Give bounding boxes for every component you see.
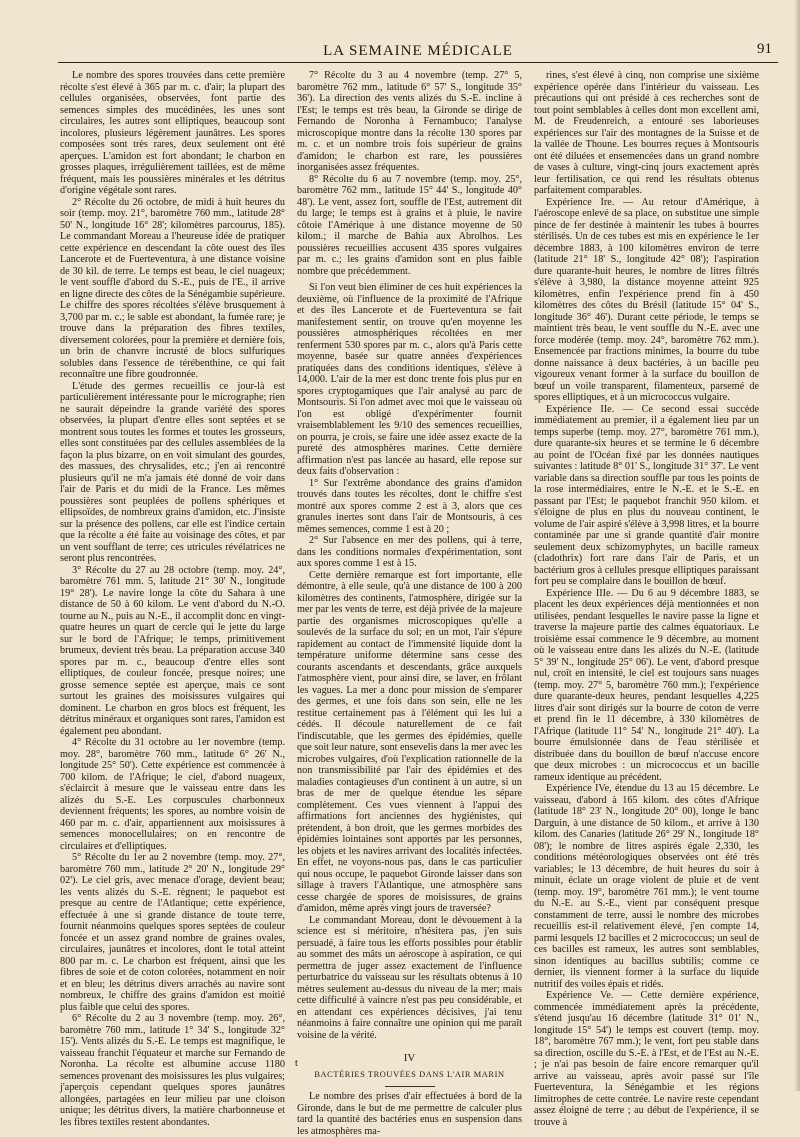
page-header bbox=[58, 40, 778, 63]
paragraph: 3° Récolte du 27 au 28 octobre (temp. moy. 24°, baromètre 761 mm. 5, latitude 21° 30' N., longitude 19° 28'). Le navire longe la côte du Sahara à une distance de 50 à 60 kilom. Le vent d'abord du N.-O. tourne au N., puis au N.-E., il accomplit donc en vingt-quatre heures un quart de cercle qui le jette du large sur le bord de l'Afrique; le temps, primitivement brumeux, devient très beau. La préparation accuse 340 spores par m. c., beaucoup d'entre elles sont elliptiques, de couleur foncée, presque noires; une grosse semence septée est aperçue, mais ce sont surtout les graines des moisissures vulgaires qui dominent. Le charbon en gros blocs est fréquent, les détritus minéraux et organiques sont rares, l'amidon est également peu abondant. bbox=[60, 564, 285, 737]
section-number: IV bbox=[403, 1052, 416, 1064]
paragraph: Expérience IIIe. — Du 6 au 9 décembre 1883, se placent les deux expériences déjà mentionnées et non utilisées, pendant lesquelles le navire passe la ligne et traverse la majeure partie des calmes équatoriaux. Le troisième essai commence le 9 décembre, au moment où le vaisseau entre dans les alizés du N.-E. (latitude 5° 39' N., longitude 25° 06'). Le vent, d'abord presque nul, croît en intensité, le ciel est toujours sans nuages (temp. moy. 27° 5, baromètre 760 mm.); l'expérience dure quarante-deux heures, pendant lesquelles 4,225 litres d'air sont dirigés sur la bourre de coton de verre et prend fin le 11 décembre, à 330 kilomètres de l'Afrique (latitude 11° 54' N., longitude 21° 40'). La bourre émulsionnée dans de l'eau stérilisée et distribuée dans du bouillon de bœuf n'accuse encore que deux microbes : un micrococcus et un bacille rameux identique au précédent. bbox=[534, 587, 759, 783]
paragraph: Le nombre des spores trouvées dans cette première récolte s'est élevé à 365 par m. c. d'air; la plupart des cellules organisées, observées, font partie des semences simples des mucédinées, les unes sont circulaires, les autres sont elliptiques, beaucoup sont incolores, plusieurs légèrement jaunâtres. Les spores composées sont très rares, deux seulement ont été aperçues. L'amidon est fort abondant; le charbon en grosses plaques, irrégulièrement taillées, est de même fréquent, mais les poussières minérales et les détritus d'origine végétale sont rares. bbox=[60, 70, 285, 196]
text-column-2 bbox=[297, 70, 522, 1137]
footer-mark: t bbox=[295, 1058, 298, 1069]
paragraph: Expérience Ve. — Cette dernière expérience, commencée immédiatement après la précédente, s'étend jusqu'au 16 décembre (latitude 31° 01' N., longitude 15° 54') le temps est couvert (temp. moy. 18°, baromètre 767 mm.); le vent, fort peu stable dans sa direction, oscille du S.-E. à l'Est, et de l'Est au N.-E. ; je n'ai pas besoin de faire encore remarquer qu'il arrive au vaisseau, après avoir passé sur l'île Fuerteventura, la Sénégambie et les régions limitrophes de cette contrée. Le navire reste cependant assez éloigné de terre ; au début de l'expérience, il se trouve à bbox=[534, 990, 759, 1128]
paragraph: Expérience IIe. — Ce second essai succède immédiatement au premier, il a également lieu par un temps superbe (temp. moy. 27°, baromètre 761 mm.), dure quarante-six heures et se termine le 6 décembre au point de l'Océan fixé par les données nautiques suivantes : latitude 8° 01' S., longitude 31° 37'. Le vent variable dans sa direction souffle par tous les points de la rose intermédiaires, entre le N.-E. et le S.-E. en passant par l'Est; le paquebot franchit 950 kilom. et s'éloigne de plus en plus du nouveau continent, le volume de l'air aspiré s'élève à 3,998 litres, et la bourre contaminée par une si grande quantité d'air montre seulement deux schizomyphytes, un bacille rameux (cladothrix) fort rare dans l'air de Paris, et un bactérium gros à cellules presque elliptiques paraissant fort peu se complaire dans le bouillon de bœuf. bbox=[534, 403, 759, 587]
paragraph: 4° Récolte du 31 octobre au 1er novembre (temp. moy. 28°, baromètre 760 mm., latitude 6° 26' N., longitude 25° 50'). Cette expérience est commencée à 700 kilom. de l'Afrique; le ciel, d'abord nuageux, s'éclaircit à mesure que le vaisseau entre dans les alizés du S.-E. Les corpuscules charbonneux deviennent fréquents; les spores, au nombre voisin de 460 par m. c. d'air, appartiennent aux moisissures à semences monocellulaires; on en rencontre de circulaires et d'elliptiques. bbox=[60, 737, 285, 852]
paragraph: Expérience IVe, étendue du 13 au 15 décembre. Le vaisseau, d'abord à 165 kilom. des côtes d'Afrique (latitude 18° 23' N., longitude 20° 00), longe le banc Darguin, à une distance de 50 kilom., et arrive à 130 kilom. des Canaries (latitude 26° 29' N., longitude 18° 08'); le nombre de litres aspirés égale 2,330, les conditions météorologiques observées ont été très variables; le 13 décembre, de huit heures du soir à minuit, éclate un orage violent de pluie et de vent (temp. moy. 19°, baromètre 761 mm.); le vent tourne du N.-E. au S.-E., vient par conséquent presque constamment de terre, aussi le nombre des microbes recueillis est-il relativement élevé, j'en compte 14, parmi lesquels 12 bacilles et 2 micrococcus; un seul de ces bacilles est rameux, les autres sont semblables, sinon identiques au bacillus subtilis; comme ce dernier, ils viennent former à la surface du liquide nutritif des voiles épais et ridés. bbox=[534, 783, 759, 990]
paragraph: L'étude des germes recueillis ce jour-là est particulièrement intéressante pour le micrographe; rien ne saurait dépeindre la grande variété des spores observées, la plupart d'entre elles sont septées et se montrent sous toutes les formes et toutes les grosseurs, elles sont constituées par des cellules assemblées de la façon la plus bizarre, on en voit simulant des gourdes, des massues, des chrysalides, etc.; j'en ai rencontré plusieurs qu'il ne m'a jamais été donné de voir dans l'air de Paris et du midi de la France. Les mêmes poussières sont peuplées de pollens sphériques et ellipsoïdes, de nombreux grains d'amidon, etc. J'insiste sur la présence des pollens, car elle est l'indice certain que la récolte a été faite au voisinage des côtes, et par un vent soufflant de terre; ces utricules révélatrices ne seront plus rencontrées. bbox=[60, 380, 285, 564]
paragraph: 7° Récolte du 3 au 4 novembre (temp. 27° 5, baromètre 762 mm., latitude 6° 57' S., longitude 35° 36'). La direction des vents alizés du S.-E. incline à l'Est; le temps est très beau, la Gironde se dirige de Fernando de Noronha à Fernambuco; l'analyse microscopique montre dans la récolte 130 spores par m. c. et un nombre trois fois supérieur de grains d'amidon; le charbon est rare, les poussières inorganisées assez fréquentes. bbox=[297, 70, 522, 173]
paragraph: 5° Récolte du 1er au 2 novembre (temp. moy. 27°, baromètre 760 mm., latitude 2° 20' N., longitude 29° 02'). Le ciel gris, avec menace d'orage, devient beau; les vents alizés du S.-E. règnent; le paquebot est presque au centre de l'Atlantique; cette expérience, effectuée à une si grande distance de toute terre, fournit néanmoins quelques spores septées de couleur foncée et un assez grand nombre de graines ovales, circulaires, jaunâtres et incolores, dont le total atteint 800 par m. c. Le charbon est fréquent, ainsi que les fibres de soie et de coton colorées, notamment en noir et en bleu; les détritus divers arrachés au navire sont nombreux, le chiffre des grains d'amidon est moitié plus faible que celui des spores. bbox=[60, 852, 285, 1013]
paragraph: 6° Récolte du 2 au 3 novembre (temp. moy. 26°, baromètre 760 mm., latitude 1° 34' S., longitude 32° 15'). Vents alizés du S.-E. Le temps est magnifique, le vaisseau franchit l'équateur et marche sur Fernando de Noronha. La récolte est albumine accuse 1180 semences provenant des moisissures les plus vulgaires; j'aperçois cependant quelques spores jaunâtres allongées, partagées en leur milieu par une cloison unique; les détritus divers, la matière charbonneuse et les fibres textiles restent abondantes. bbox=[60, 1013, 285, 1128]
paragraph: Cette dernière remarque est fort importante, elle démontre, à elle seule, qu'à une distance de 100 à 200 kilomètres des continents, l'atmosphère, dirigée sur la mer par les vents de terre, est déjà privée de la majeure partie des organismes microscopiques qu'elle a soulevés de la surface du sol; en un mot, l'air s'épure rapidement au contact de l'immensité liquide dont la température uniforme détermine sans cesse des courants ascendants et descendants, grâce auxquels l'atmosphère vient, pour ainsi dire, se laver, en frôlant les vagues. La mer a donc pour mission de s'emparer des germes, et une fois dans son sein, elle ne les restitue certainement pas à l'élément qui les lui a cédés. Il découle naturellement de ce fait l'indiscutable, que les germes des épidémies, quelle que soit leur nature, sont ensevelis dans la mer avec les microbes vulgaires, d'où l'explication rationnelle de la non transmissibilité par l'air des épidémies et des maladies contagieuses d'un continent à un autre, si un bras de mer de quelque étendue les sépare complètement. Ces vues viennent à l'appui des affirmations fort anciennes des hygiénistes, qui prétendent, à bon droit, que les germes morbides des épidémies lointaines sont apportés par les personnes, les objets et les navires arrivant des localités infectées. En effet, ne voyons-nous pas, dans le cas particulier qui nous occupe, le paquebot Gironde laisser dans son sillage à travers l'Atlantique, une atmosphère sans cesse chargée de spores de moisissures, de grains d'amidon, même après vingt jours de traversée? bbox=[297, 569, 522, 914]
page-number: 91 bbox=[757, 41, 772, 57]
paragraph: Le nombre des prises d'air effectuées à bord de la Gironde, dans le but de me permettre de calculer plus tard la quantité des bactéries enus en suspension dans les atmosphères ma- bbox=[297, 1091, 522, 1137]
section-divider bbox=[385, 1086, 435, 1087]
paragraph: Si l'on veut bien éliminer de ces huit expériences la deuxième, où l'influence de la proximité de l'Afrique et des îles Lancerote et de Fuerteventura se fait manifestement sentir, on trouve qu'en moyenne les poussières atmosphériques récoltées en mer renferment 530 spores par m. c., alors qu'à Paris cette moyenne, basée sur quatre années d'expériences pratiquées dans des conditions identiques, s'élève à 14,000. L'air de la mer est donc trente fois plus pur en spores cryptogamiques que l'air analysé au parc de Montsouris. Si l'on admet avec moi que le vaisseau où l'on est obligé d'expérimenter fournit vraisemblablement les 9/10 des semences recueillies, on pourra, je crois, se faire une idée assez exacte de la pureté des atmosphères marines. Cette dernière affirmation n'est pas lancée au hasard, elle repose sur deux faits d'observation : bbox=[297, 282, 522, 477]
paragraph: Expérience Ire. — Au retour d'Amérique, à l'aéroscope enlevé de sa place, on substitue une simple pince de fer destinée à maintenir les tubes à bourres stérilisés. Un de ces tubes est mis en expérience le 1er décembre 1883, à 100 kilomètres environ de terre (latitude 21° 18' S., longitude 42° 08'); l'aspiration dure quarante-huit heures, le nombre de litres filtrés s'élève à 3,980, la distance moyenne atteint 925 kilomètres, enfin l'expérience prend fin à 450 kilomètres des côtes du Brésil (latitude 15° 04' S., longitude 36° 46'). Durant cette période, le temps se maintient très beau, le vent souffle du N.-E. avec une force modérée (temp. moy. 24°, baromètre 762 mm.). Ensemencée par fractions minimes, la bourre du tube donne naissance à deux bactéries, à un bacille peu vigoureux venant former à la surface du bouillon de bœuf un voile transparent, filamenteux, parsemé de spores elliptiques, et à un micrococcus vulgaire. bbox=[534, 196, 759, 403]
paragraph: 1° Sur l'extrême abondance des grains d'amidon trouvés dans toutes les récoltes, dont le chiffre s'est montré aux spores comme 2 est à 3, alors que ces granules inertes sont dans l'air de Montsouris, à ces mêmes semences, comme 1 est à 20 ; bbox=[297, 477, 522, 535]
paragraph: 2° Récolte du 26 octobre, de midi à huit heures du soir (temp. moy. 21°, baromètre 760 mm., latitude 28° 50' N., longitude 16° 28'; kilomètres parcourus, 185). Le commandant Moreau a l'heureuse idée de pratiquer cette expérience en descendant la côte ouest des îles Lancerote et de Fuerteventura, à une distance voisine de 30 kil. de terre. Le temps est beau, le ciel nuageux; le vent souffle d'abord du S.-E., puis de l'E., il arrive en ligne directe des côtes de la Sénégambie supérieure. Le chiffre des spores récoltées s'élève brusquement à 3,700 par m. c.; le sable est abondant, la fumée rare; je trouve dans la préparation des fibres textiles, diversement colorées, pour la première et dernière fois, un brin de chanvre incrusté de blocs sulfuriques solubles dans l'essence de térébenthine, ce qui fait reconnaître une fibre goudronnée. bbox=[60, 196, 285, 380]
page-edge-shadow bbox=[794, 0, 800, 1091]
paragraph: 8° Récolte du 6 au 7 novembre (temp. moy. 25°, baromètre 762 mm., latitude 15° 44' S., longitude 40° 48'). Le vent, assez fort, souffle de l'Est, autrement dit du large; le temps est à grains et à pluie, le navire côtoie l'Amérique à une distance moyenne de 50 kilom.; il marche de Bahia aux Abrolhos. Les poussières recueillies accusent 435 spores vulgaires par m. c.; les grains d'amidon sont en plus faible nombre que précédemment. bbox=[297, 173, 522, 277]
paragraph: rines, s'est élevé à cinq, non comprise une sixième expérience opérée dans l'intérieur du vaisseau. Les précautions qui ont présidé à ces recherches sont de tout point semblables à celles dont mon excellent ami, M. de Freudenreich, a entouré ses laborieuses expériences sur l'air des montagnes de la Suisse et de la vallée de Thoune. Les bourres reçues à Montsouris ont été diluées et ensemencées dans un grand nombre de vases à culture, vingt-cinq jours exactement après leur fertilisation, ce qui rend les résultats obtenus parfaitement comparables. bbox=[534, 70, 759, 196]
paragraph: 2° Sur l'absence en mer des pollens, qui à terre, dans les conditions normales d'expérimentation, sont aux spores comme 1 est à 15. bbox=[297, 535, 522, 569]
section-title: BACTÉRIES TROUVÉES DANS L'AIR MARIN bbox=[314, 1069, 505, 1079]
text-column-1 bbox=[60, 70, 285, 1128]
paragraph: Le commandant Moreau, dont le dévouement à la science est si méritoire, n'hésitera pas, j'en suis persuadé, à faire tous les efforts possibles pour établir au sommet des mâts un aéroscope à aspiration, ce qui permettra de juger assez exactement de l'influence perturbatrice du vaisseau sur les résultats obtenus à 10 mètres seulement au-dessus du niveau de la mer; mais cette difficulté à vaincre n'est pas peu considérable, et en attendant ces expériences décisives, j'ai tenu néanmoins à faire connaître une opinion qui me paraît voisine de la vérité. bbox=[297, 914, 522, 1041]
running-title: LA SEMAINE MÉDICALE bbox=[323, 43, 513, 59]
text-column-3 bbox=[534, 70, 759, 1128]
